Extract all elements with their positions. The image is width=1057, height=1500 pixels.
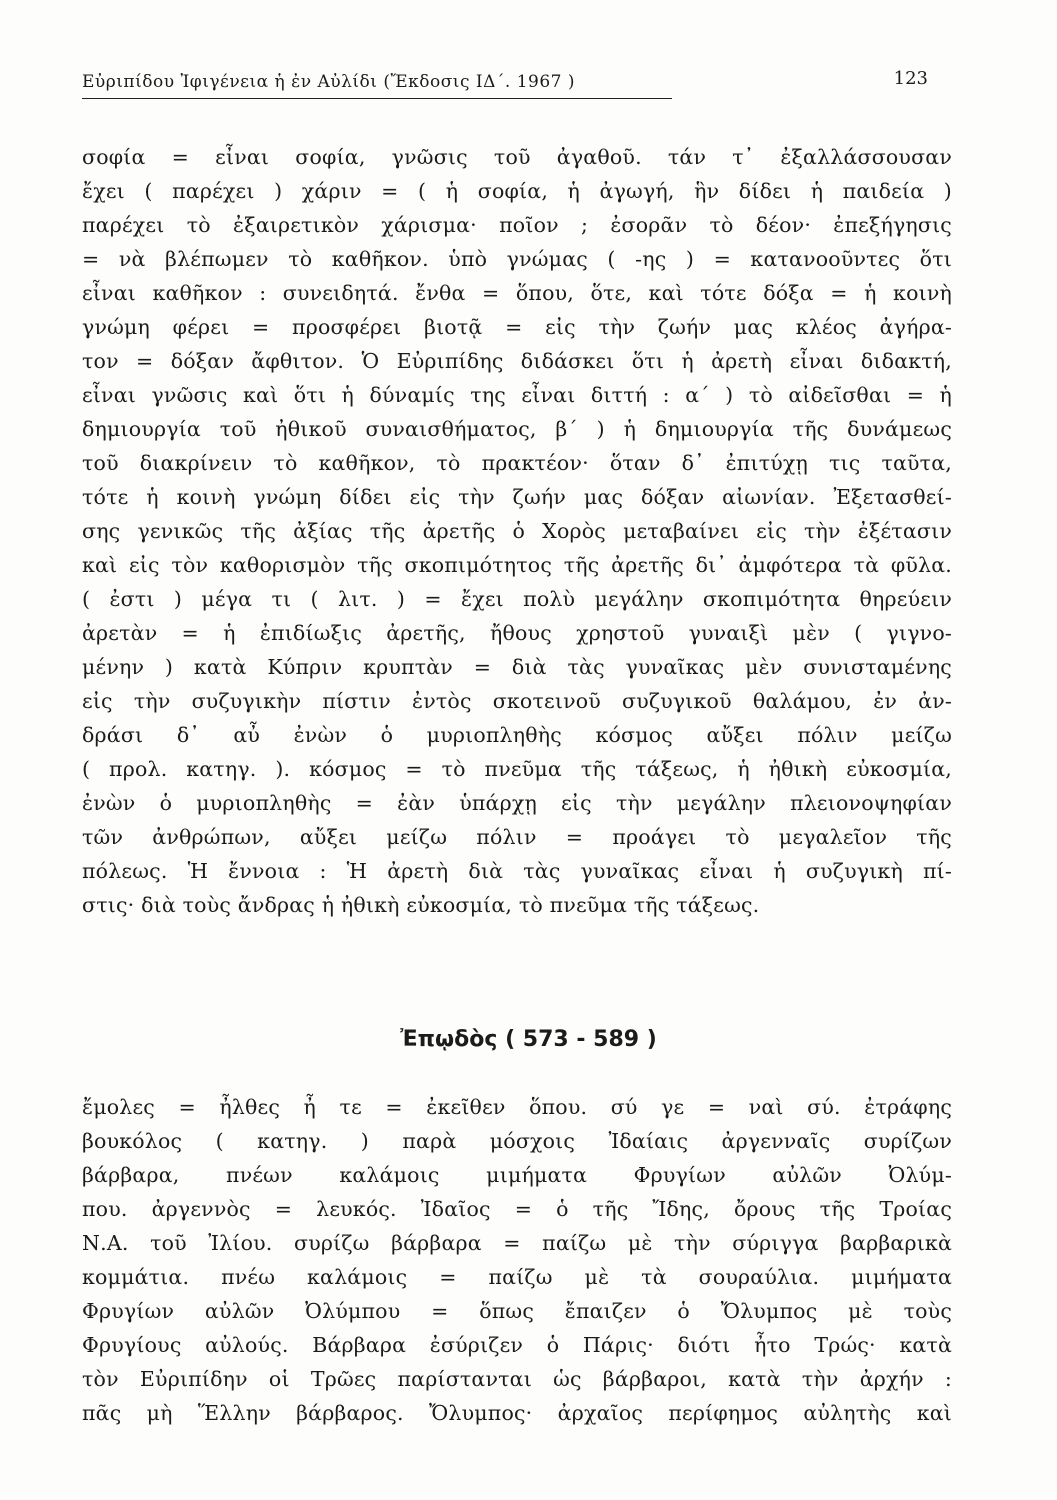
- text-line: ( προλ. κατηγ. ). κόσμος = τὸ πνεῦμα τῆς τάξεως, ἡ ἠθικὴ εὐκοσμία,: [82, 757, 952, 781]
- text-line: πᾶς μὴ Ἕλλην βάρβαρος. Ὄλυμπος· ἀρχαῖος περίφημος αὐλητὴς καὶ: [82, 1401, 952, 1425]
- text-line: τοῦ διακρίνειν τὸ καθῆκον, τὸ πρακτέον· ὅταν δ᾿ ἐπιτύχῃ τις ταῦτα,: [82, 451, 952, 475]
- text-line: εἰς τὴν συζυγικὴν πίστιν ἐντὸς σκοτεινοῦ συζυγικοῦ θαλάμου, ἐν ἀν-: [82, 689, 952, 713]
- text-line: τον = δόξαν ἄφθιτον. Ὁ Εὐριπίδης διδάσκει ὅτι ἡ ἀρετὴ εἶναι διδακτή,: [82, 349, 952, 373]
- text-line: Ν.Α. τοῦ Ἰλίου. συρίζω βάρβαρα = παίζω μὲ τὴν σύριγγα βαρβαρικὰ: [82, 1231, 952, 1255]
- text-line: γνώμη φέρει = προσφέρει βιοτᾷ = εἰς τὴν ζωήν μας κλέος ἀγήρα-: [82, 315, 952, 339]
- text-line: πόλεως. Ἡ ἔννοια : Ἡ ἀρετὴ διὰ τὰς γυναῖκας εἶναι ἡ συζυγικὴ πί-: [82, 859, 952, 883]
- text-line: κομμάτια. πνέω καλάμοις = παίζω μὲ τὰ σουραύλια. μιμήματα: [82, 1265, 952, 1289]
- text-line: ἔμολες = ἦλθες ἦ τε = ἐκεῖθεν ὅπου. σύ γε = ναὶ σύ. ἐτράφης: [82, 1095, 952, 1119]
- header-rule: [82, 98, 672, 99]
- text-line: Φρυγίους αὐλούς. Βάρβαρα ἐσύριζεν ὁ Πάρις· διότι ἦτο Τρώς· κατὰ: [82, 1333, 952, 1357]
- text-line: ( ἐστι ) μέγα τι ( λιτ. ) = ἔχει πολὺ μεγάλην σκοπιμότητα θηρεύειν: [82, 587, 952, 611]
- text-line: εἶναι γνῶσις καὶ ὅτι ἡ δύναμίς της εἶναι διττή : α΄ ) τὸ αἰδεῖσθαι = ἡ: [82, 383, 952, 407]
- text-line: δράσι δ᾿ αὖ ἐνὼν ὁ μυριοπληθὴς κόσμος αὔξει πόλιν μείζω: [82, 723, 952, 747]
- text-line: δημιουργία τοῦ ἠθικοῦ συναισθήματος, β΄ ) ἡ δημιουργία τῆς δυνάμεως: [82, 417, 952, 441]
- running-head: [82, 68, 932, 98]
- text-line: μένην ) κατὰ Κύπριν κρυπτὰν = διὰ τὰς γυναῖκας μὲν συνισταμένης: [82, 655, 952, 679]
- text-line: ἀρετὰν = ἡ ἐπιδίωξις ἀρετῆς, ἤθους χρηστοῦ γυναιξὶ μὲν ( γιγνο-: [82, 621, 952, 645]
- text-line: = νὰ βλέπωμεν τὸ καθῆκον. ὑπὸ γνώμας ( -ης ) = κατανοοῦντες ὅτι: [82, 247, 952, 271]
- text-line: παρέχει τὸ ἐξαιρετικὸν χάρισμα· ποῖον ; ἐσορᾶν τὸ δέον· ἐπεξήγησις: [82, 213, 952, 237]
- section-heading: Ἐπῳδὸς ( 573 - 589 ): [400, 1027, 657, 1052]
- text-line: σοφία = εἶναι σοφία, γνῶσις τοῦ ἀγαθοῦ. τάν τ᾿ ἐξαλλάσσουσαν: [82, 145, 952, 169]
- text-line: τότε ἡ κοινὴ γνώμη δίδει εἰς τὴν ζωήν μας δόξαν αἰωνίαν. Ἐξετασθεί-: [82, 485, 952, 509]
- running-title: Εὐριπίδου Ἰφιγένεια ἡ ἐν Αὐλίδι (Ἔκδοσις ΙΔ΄. 1967 ): [82, 72, 576, 92]
- text-line: τὸν Εὐριπίδην οἱ Τρῶες παρίστανται ὡς βάρβαροι, κατὰ τὴν ἀρχήν :: [82, 1367, 952, 1391]
- commentary-paragraph-1: [82, 140, 952, 922]
- text-line: τῶν ἀνθρώπων, αὔξει μείζω πόλιν = προάγει τὸ μεγαλεῖον τῆς: [82, 825, 952, 849]
- text-line: εἶναι καθῆκον : συνειδητά. ἔνθα = ὅπου, ὅτε, καὶ τότε δόξα = ἡ κοινὴ: [82, 281, 952, 305]
- text-line: βάρβαρα, πνέων καλάμοις μιμήματα Φρυγίων αὐλῶν Ὀλύμ-: [82, 1163, 952, 1187]
- text-line: ἔχει ( παρέχει ) χάριν = ( ἡ σοφία, ἡ ἀγωγή, ἣν δίδει ἡ παιδεία ): [82, 179, 952, 203]
- commentary-paragraph-2: [82, 1090, 952, 1430]
- text-line: ἐνὼν ὁ μυριοπληθὴς = ἐὰν ὑπάρχῃ εἰς τὴν μεγάλην πλειονοψηφίαν: [82, 791, 952, 815]
- text-line: στις· διὰ τοὺς ἄνδρας ἡ ἠθικὴ εὐκοσμία, τὸ πνεῦμα τῆς τάξεως.: [82, 893, 760, 917]
- text-line: σης γενικῶς τῆς ἀξίας τῆς ἀρετῆς ὁ Χορὸς μεταβαίνει εἰς τὴν ἐξέτασιν: [82, 519, 952, 543]
- text-line: βουκόλος ( κατηγ. ) παρὰ μόσχοις Ἰδαίαις ἀργενναῖς συρίζων: [82, 1129, 952, 1153]
- text-line: Φρυγίων αὐλῶν Ὀλύμπου = ὅπως ἔπαιζεν ὁ Ὄλυμπος μὲ τοὺς: [82, 1299, 952, 1323]
- text-line: καὶ εἰς τὸν καθορισμὸν τῆς σκοπιμότητος τῆς ἀρετῆς δι᾿ ἀμφότερα τὰ φῦλα.: [82, 553, 952, 577]
- page-number: 123: [893, 68, 928, 89]
- text-line: που. ἀργεννὸς = λευκός. Ἰδαῖος = ὁ τῆς Ἴδης, ὄρους τῆς Τροίας: [82, 1197, 952, 1221]
